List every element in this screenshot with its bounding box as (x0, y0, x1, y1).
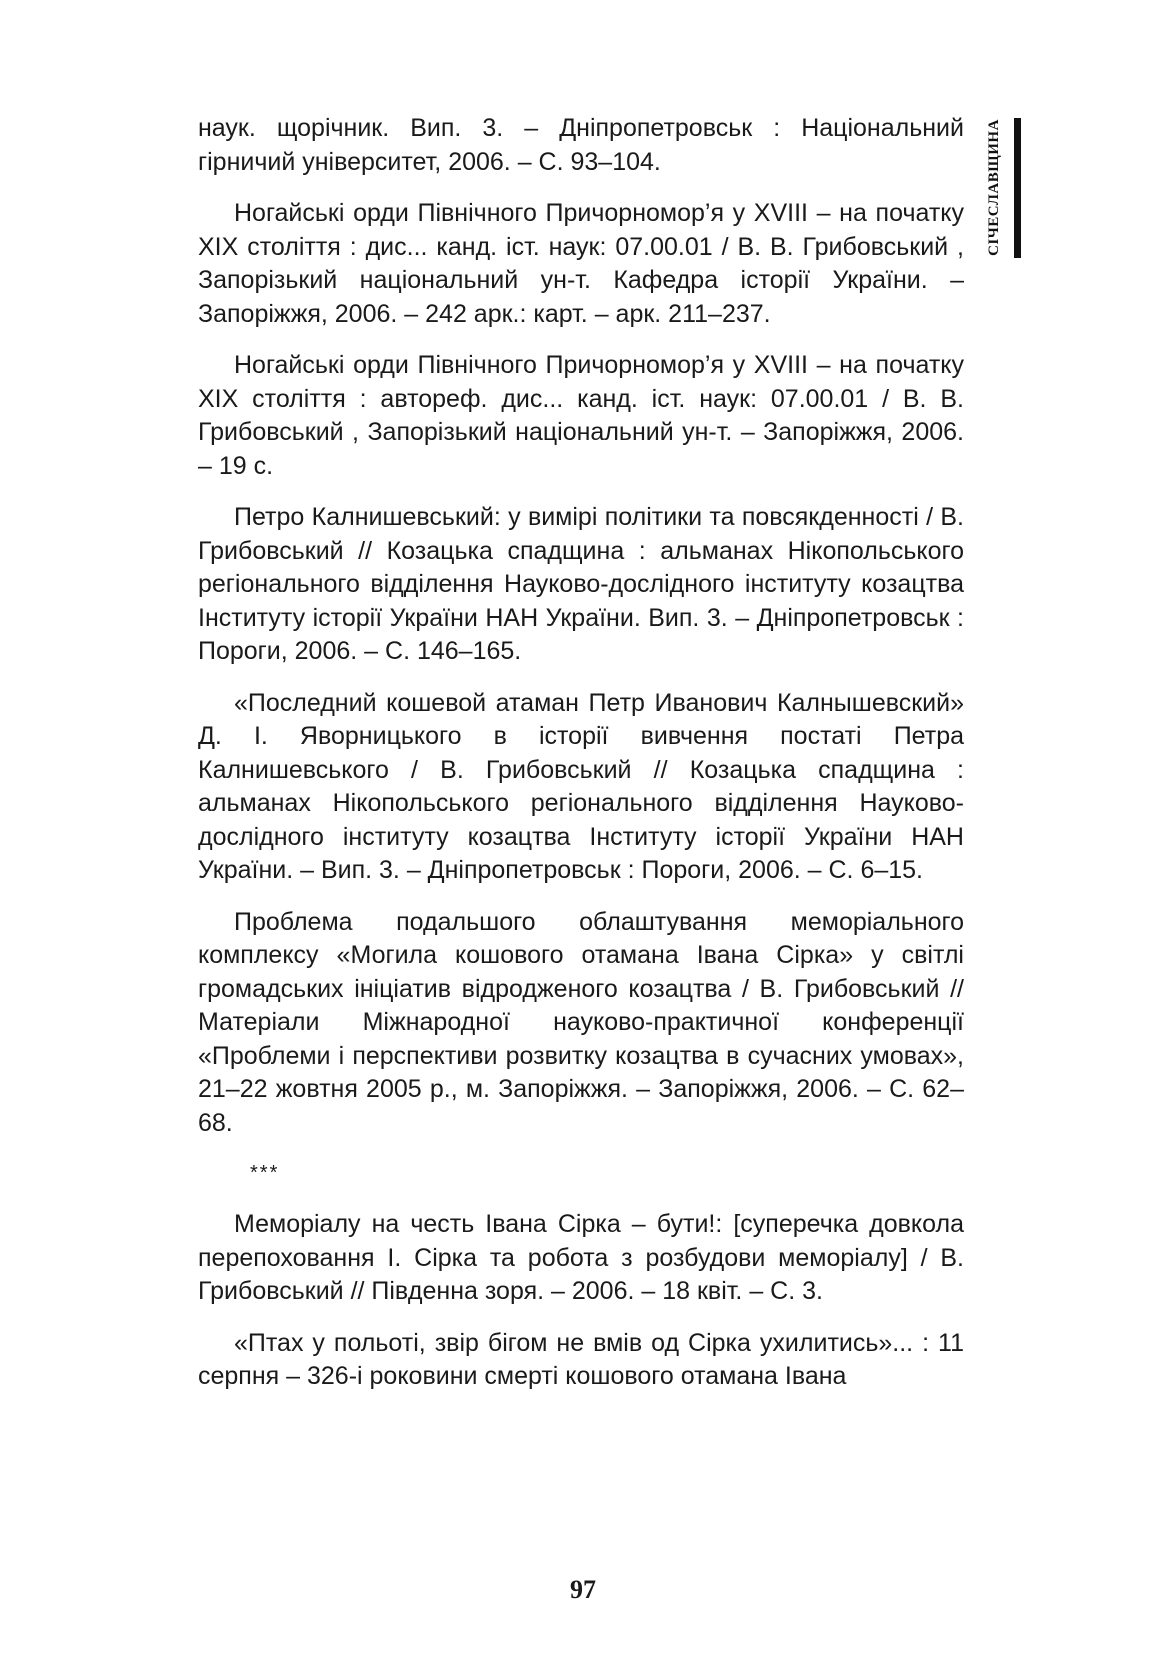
section-separator: *** (250, 1162, 280, 1184)
bibliography-entry: Меморіалу на честь Івана Сірка – бути!: [суперечка довкола перепоховання І. Сірка та робота з розбудови меморіалу] / В. Грибовський // Південна зоря. – 2006. – 18 квіт. – С. 3. (198, 1210, 964, 1305)
bibliography-entry: «Последний кошевой атаман Петр Иванович Калнышевский» Д. І. Яворницького в історії вивчення постаті Петра Калнишевського / В. Грибовський // Козацька спадщина : альманах Нікопольського регіонального відділення Науково-дослідного інституту козацтва Інституту історії України НАН України. – Вип. 3. – Дніпропетровськ : Пороги, 2006. – С. 6–15. (198, 688, 964, 884)
bibliography-entry: «Птах у польоті, звір бігом не вмів од Сірка ухилитись»... : 11 серпня – 326-і роковини смерті кошового отамана Івана (198, 1328, 964, 1390)
bibliography-entry: Ногайські орди Північного Причорномор’я у XVIII – на початку XIX століття : автореф. дис... канд. іст. наук: 07.00.01 / В. В. Грибовський , Запорізький національний ун-т. – Запоріжжя, 2006. – 19 с. (198, 351, 964, 480)
bibliography-entry: наук. щорічник. Вип. 3. – Дніпропетровськ : Національний гірничий університет, 2006. – С. 93–104. (198, 114, 964, 176)
series-logo-bar (1014, 118, 1021, 258)
page-number: 97 (570, 1575, 596, 1604)
series-logo-text: СІЧЕСЛАВЩИНА (985, 118, 1002, 256)
series-logo (982, 112, 1052, 262)
series-logo-text-wrap (982, 112, 1006, 262)
bibliography-entry: Петро Калнишевський: у вимірі політики та повсякденності / В. Грибовський // Козацька спадщина : альманах Нікопольського регіонального відділення Науково-дослідного інституту козацтва Інституту історії України НАН України. Вип. 3. – Дніпропетровськ : Пороги, 2006. – С. 146–165. (198, 503, 964, 665)
bibliography-entry: Ногайські орди Північного Причорномор’я у XVIII – на початку XIX століття : дис... канд. іст. наук: 07.00.01 / В. В. Грибовський , Запорізький національний ун-т. Кафедра історії України. – Запоріжжя, 2006. – 242 арк.: карт. – арк. 211–237. (198, 199, 964, 328)
bibliography-text (198, 112, 964, 1412)
bibliography-entry: Проблема подальшого облаштування меморіального комплексу «Могила кошового отамана Івана Сірка» у світлі громадських ініціатив відродженого козацтва / В. Грибовський // Матеріали Міжнародної науково-практичної конференції «Проблеми і перспективи розвитку козацтва в сучасних умовах», 21–22 жовтня 2005 р., м. Запоріжжя. – Запоріжжя, 2006. – С. 62–68. (198, 907, 964, 1137)
